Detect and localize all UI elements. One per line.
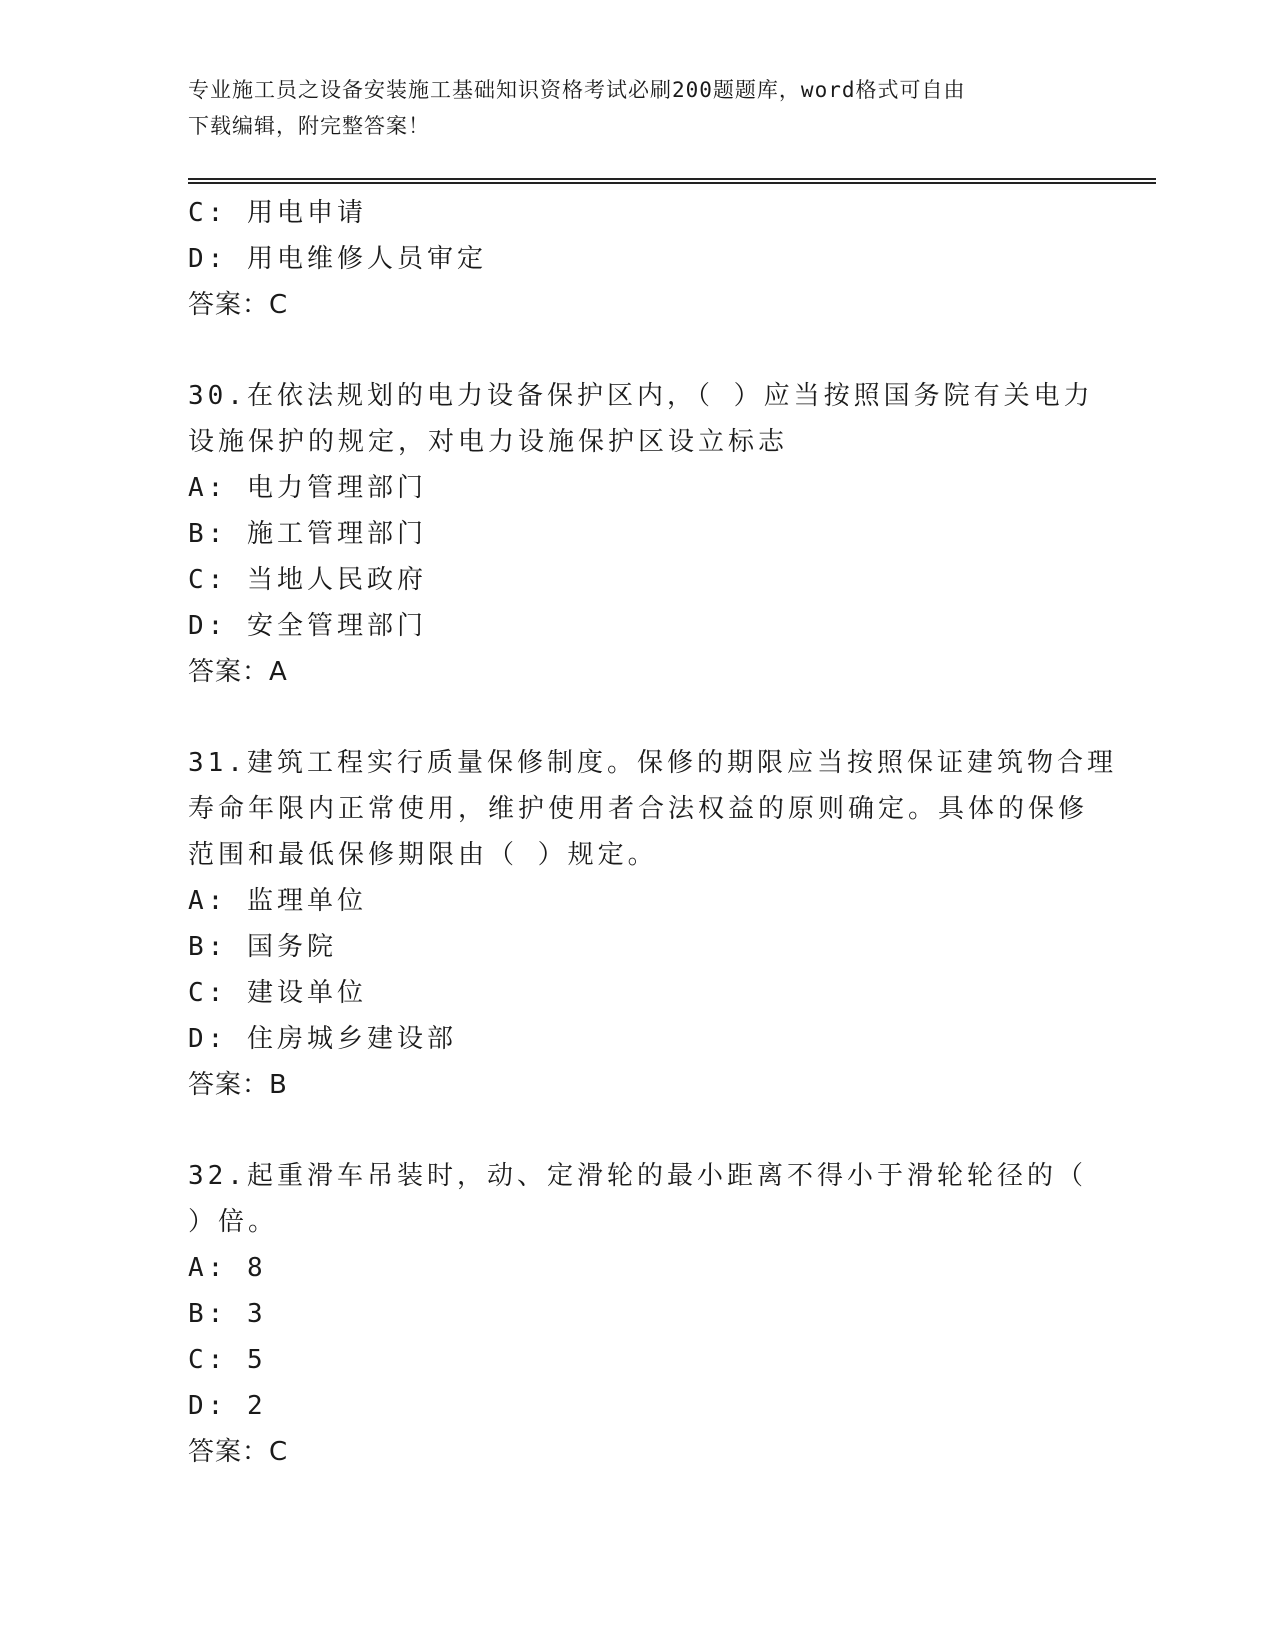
option-a: A: 监理单位 bbox=[188, 886, 367, 916]
document-header bbox=[188, 72, 1068, 144]
option-c: C: 建设单位 bbox=[188, 978, 367, 1008]
question-stem-line: 设施保护的规定，对电力设施保护区设立标志 bbox=[188, 427, 789, 457]
option-b: B: 施工管理部门 bbox=[188, 519, 427, 549]
option-a: A: 8 bbox=[188, 1253, 267, 1283]
option-b: B: 3 bbox=[188, 1299, 267, 1329]
option-c: C: 5 bbox=[188, 1345, 267, 1375]
question-stem-line: ）倍。 bbox=[188, 1207, 279, 1237]
header-line-2: 下载编辑，附完整答案！ bbox=[188, 114, 430, 138]
answer-line: 答案：A bbox=[188, 657, 288, 687]
question-stem-line: 范围和最低保修期限由（ ）规定。 bbox=[188, 840, 658, 870]
option-d: D: 住房城乡建设部 bbox=[188, 1024, 457, 1054]
question-stem-line: 32.起重滑车吊装时，动、定滑轮的最小距离不得小于滑轮轮径的（ bbox=[188, 1161, 1087, 1191]
answer-line: 答案：C bbox=[188, 290, 289, 320]
option-d: D: 用电维修人员审定 bbox=[188, 244, 487, 274]
option-c: C: 用电申请 bbox=[188, 198, 367, 228]
header-line-1: 专业施工员之设备安装施工基础知识资格考试必刷200题题库，word格式可自由 bbox=[188, 78, 966, 102]
spacer bbox=[188, 695, 1088, 740]
question-stem-line: 寿命年限内正常使用，维护使用者合法权益的原则确定。具体的保修 bbox=[188, 794, 1089, 824]
question-list bbox=[188, 190, 1117, 1475]
header-divider-bottom bbox=[188, 182, 1156, 184]
option-c: C: 当地人民政府 bbox=[188, 565, 427, 595]
question-31 bbox=[188, 740, 1117, 1108]
spacer bbox=[188, 328, 1088, 373]
question-stem-line: 31.建筑工程实行质量保修制度。保修的期限应当按照保证建筑物合理 bbox=[188, 748, 1117, 778]
option-a: A: 电力管理部门 bbox=[188, 473, 427, 503]
question-29-continuation bbox=[188, 190, 1088, 328]
answer-line: 答案：B bbox=[188, 1070, 288, 1100]
option-b: B: 国务院 bbox=[188, 932, 337, 962]
answer-line: 答案：C bbox=[188, 1437, 289, 1467]
header-divider-top bbox=[188, 178, 1156, 180]
question-32 bbox=[188, 1153, 1088, 1475]
spacer bbox=[188, 1108, 1088, 1153]
option-d: D: 安全管理部门 bbox=[188, 611, 427, 641]
question-30 bbox=[188, 373, 1094, 695]
question-stem-line: 30.在依法规划的电力设备保护区内，（ ）应当按照国务院有关电力 bbox=[188, 381, 1094, 411]
option-d: D: 2 bbox=[188, 1391, 267, 1421]
